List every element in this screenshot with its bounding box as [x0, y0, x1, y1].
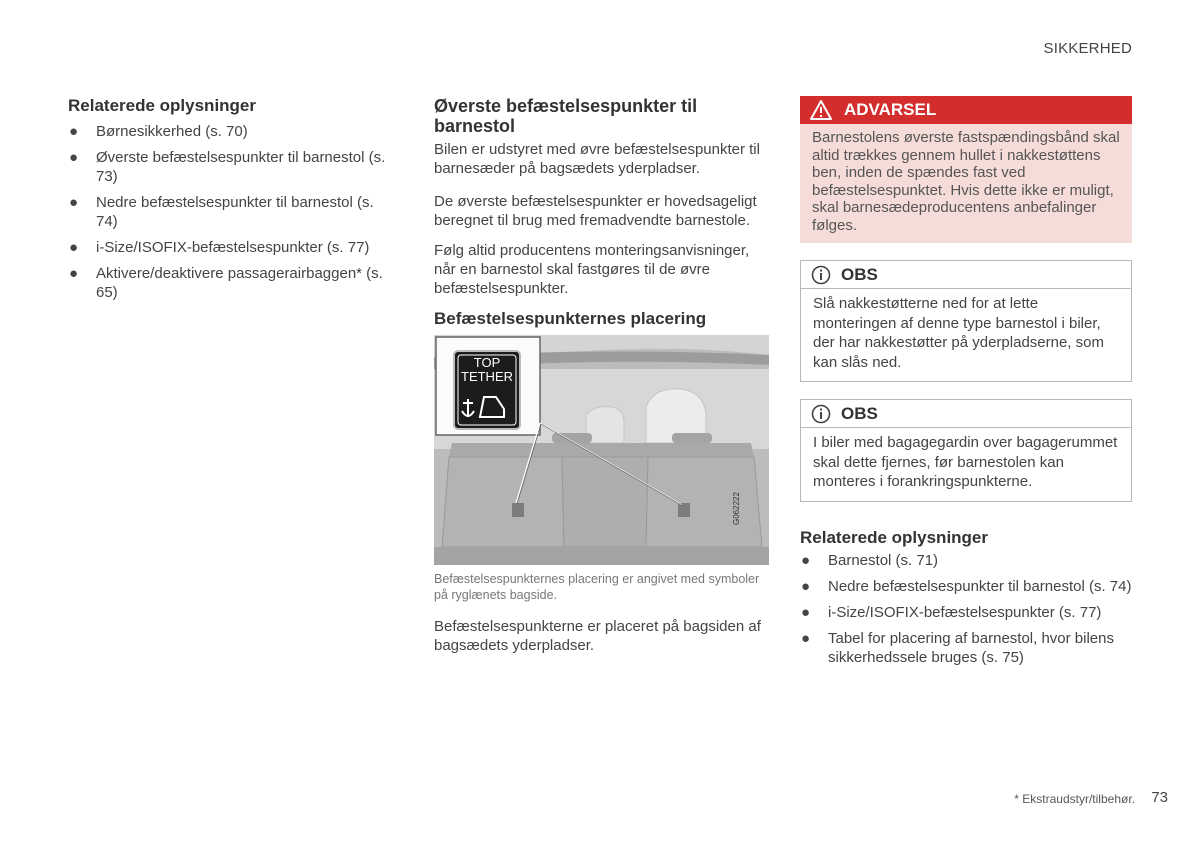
note-box	[800, 260, 1132, 382]
intro-text: Bilen er udstyret med øvre befæstelsespunkter til barnesæder på bagsædets yderpladser.	[434, 141, 760, 177]
page-title: Øverste befæstelsespunkter til barnestol	[434, 96, 698, 136]
subheading: Befæstelsespunkternes placering	[434, 309, 707, 328]
list-item[interactable]: ● Børnesikkerhed (s. 70)	[69, 123, 248, 140]
main-article	[434, 96, 769, 666]
note-label: OBS	[841, 403, 878, 423]
related-title: Relaterede oplysninger	[68, 96, 257, 115]
note-text: Slå nakkestøtterne ned for at lette monteringen af denne type barnestol i biler, der har nakkestøtter på yderpladserne, som kan slås ned.	[813, 295, 1104, 371]
related-title: Relaterede oplysninger	[800, 527, 989, 547]
note-box	[800, 399, 1132, 502]
paragraph: Befæstelsespunkterne er placeret på bagsiden af bagsædets yderpladser.	[434, 618, 761, 654]
note-label: OBS	[841, 264, 878, 284]
warning-text: Barnestolens øverste fastspændingsbånd skal altid trækkes gennem hullet i nakkestøttens ben, inden de spændes fast ved befæstelsespunktet. Hvis dette ikke er muligt, skal barnesædeproducentens anbefalinger følges.	[812, 129, 1120, 234]
right-column	[800, 96, 1132, 674]
sign-text-tether: TETHER	[461, 369, 513, 384]
page-number: 73	[1151, 789, 1168, 806]
info-icon	[811, 265, 831, 285]
info-icon	[811, 404, 831, 424]
list-item[interactable]: ● i-Size/ISOFIX-befæstelsespunkter (s. 77)	[801, 603, 1102, 621]
sign-text-top: TOP	[473, 355, 501, 370]
figure-caption: Befæstelsespunkternes placering er angivet med symboler på ryglænets bagside.	[434, 572, 760, 602]
tether-location-figure	[434, 335, 769, 565]
list-item[interactable]: ● i-Size/ISOFIX-befæstelsespunkter (s. 77)	[69, 239, 370, 256]
list-item[interactable]: ● Barnestol (s. 71)	[801, 551, 939, 569]
section-label: SIKKERHED	[1043, 40, 1132, 57]
list-item[interactable]: ● Nedre befæstelsespunkter til barnestol (s. 74)	[69, 194, 374, 230]
list-item[interactable]: ● Tabel for placering af barnestol, hvor bilens sikkerhedssele bruges (s. 75)	[801, 629, 1114, 666]
warning-icon	[810, 100, 832, 120]
warning-box	[800, 96, 1132, 243]
list-item[interactable]: ● Aktivere/deaktivere passagerairbaggen* (s. 65)	[69, 265, 383, 301]
related-list	[68, 122, 388, 302]
warning-label: ADVARSEL	[844, 100, 937, 119]
note-text: I biler med bagagegardin over bagagerummet skal dette fjernes, før barnestolen kan monteres i forankringspunkterne.	[813, 434, 1118, 490]
paragraph: Følg altid producentens monteringsanvisninger, når en barnestol skal fastgøres til de øvre befæstelsespunkter.	[434, 242, 750, 297]
figure-code: G062222	[732, 492, 741, 525]
footnote: * Ekstraudstyr/tilbehør.	[1014, 792, 1135, 806]
related-info-left	[68, 96, 388, 309]
related-list	[800, 551, 1132, 667]
list-item[interactable]: ● Nedre befæstelsespunkter til barnestol (s. 74)	[801, 577, 1132, 595]
paragraph: De øverste befæstelsespunkter er hovedsageligt beregnet til brug med fremadvendte barnestole.	[434, 193, 757, 229]
list-item[interactable]: ● Øverste befæstelsespunkter til barnestol (s. 73)	[69, 149, 386, 185]
